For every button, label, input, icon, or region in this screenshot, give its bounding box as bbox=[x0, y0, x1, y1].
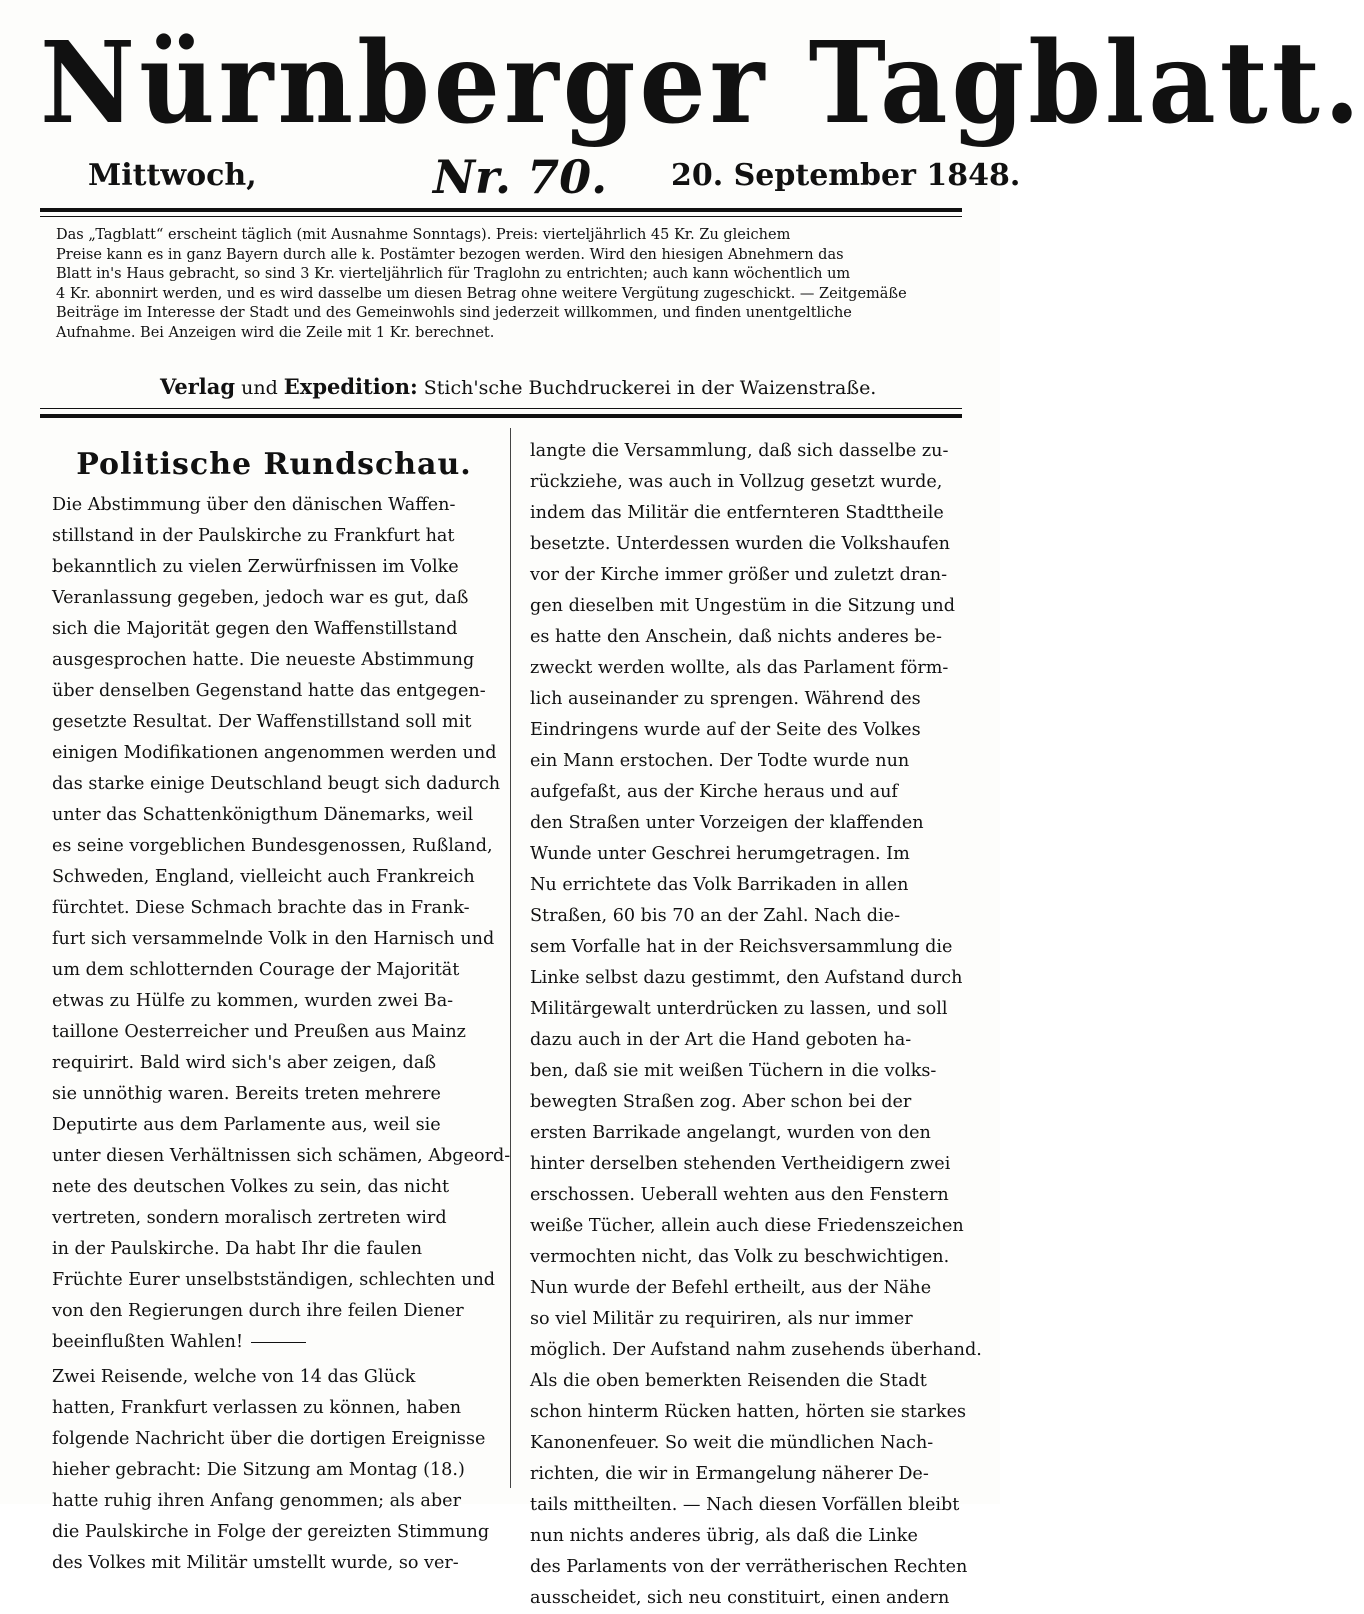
article-left-text-2 bbox=[52, 1362, 496, 1579]
article-line: Früchte Eurer unselbstständigen, schlechten und bbox=[52, 1270, 496, 1290]
article-line: das starke einige Deutschland beugt sich dadurch bbox=[52, 774, 501, 794]
article-line: Wunde unter Geschrei herumgetragen. Im bbox=[530, 844, 910, 864]
notice-rule-thin bbox=[40, 408, 962, 409]
article-line: einigen Modifikationen angenommen werden und bbox=[52, 743, 497, 763]
article-line: über denselben Gegenstand hatte das entgegen- bbox=[52, 681, 486, 701]
header-rule-thick bbox=[40, 208, 962, 212]
article-line: bewegten Straßen zog. Aber schon bei der bbox=[530, 1092, 912, 1112]
article-line: rückziehe, was auch in Vollzug gesetzt wurde, bbox=[530, 472, 943, 492]
article-line: die Paulskirche in Folge der gereizten Stimmung bbox=[52, 1522, 490, 1542]
article-line: lich auseinander zu sprengen. Während des bbox=[530, 689, 921, 709]
issue-date: 20. September 1848. bbox=[671, 158, 1021, 193]
article-heading: Politische Rundschau. bbox=[76, 447, 472, 482]
article-line: besetzte. Unterdessen wurden die Volkshaufen bbox=[530, 534, 950, 554]
article-line: Eindringens wurde auf der Seite des Volkes bbox=[530, 720, 921, 740]
article-line: weiße Tücher, allein auch diese Friedenszeichen bbox=[530, 1216, 964, 1236]
article-line: ausscheidet, sich neu constituirt, einen andern bbox=[530, 1588, 950, 1608]
article-line: folgende Nachricht über die dortigen Ereignisse bbox=[52, 1429, 486, 1449]
article-line: Zwei Reisende, welche von 14 das Glück bbox=[52, 1367, 416, 1387]
article-line: Straßen, 60 bis 70 an der Zahl. Nach die- bbox=[530, 906, 901, 926]
article-line: dazu auch in der Art die Hand geboten ha- bbox=[530, 1030, 912, 1050]
article-line: Veranlassung gegeben, jedoch war es gut, daß bbox=[52, 588, 469, 608]
article-right-text bbox=[530, 436, 982, 1614]
article-line: möglich. Der Aufstand nahm zusehends überhand. bbox=[530, 1340, 982, 1360]
notice-line: Beiträge im Interesse der Stadt und des Gemeinwohls sind jederzeit willkommen, und finden unentgeltliche bbox=[56, 305, 852, 322]
article-line: sich die Majorität gegen den Waffenstillstand bbox=[52, 619, 458, 639]
article-line: vor der Kirche immer größer und zuletzt dran- bbox=[530, 565, 948, 585]
article-line: stillstand in der Paulskirche zu Frankfurt hat bbox=[52, 526, 455, 546]
article-line: hatten, Frankfurt verlassen zu können, haben bbox=[52, 1398, 462, 1418]
article-line: fürchtet. Diese Schmach brachte das in Frank- bbox=[52, 898, 470, 918]
article-line: nete des deutschen Volkes zu sein, das nicht bbox=[52, 1177, 450, 1197]
article-line: den Straßen unter Vorzeigen der klaffenden bbox=[530, 813, 924, 833]
article-line: vertreten, sondern moralisch zertreten wird bbox=[52, 1208, 447, 1228]
column-divider bbox=[510, 428, 511, 1488]
article-line: unter diesen Verhältnissen sich schämen, Abgeord- bbox=[52, 1146, 511, 1166]
article-line: es hatte den Anschein, daß nichts anderes be- bbox=[530, 627, 942, 647]
article-line: nun nichts anderes übrig, als daß die Linke bbox=[530, 1526, 918, 1546]
article-line: ein Mann erstochen. Der Todte wurde nun bbox=[530, 751, 910, 771]
article-left-text bbox=[52, 490, 511, 1358]
subscription-notice bbox=[56, 226, 966, 344]
notice-line: Preise kann es in ganz Bayern durch alle k. Postämter bezogen werden. Wird den hiesigen Abnehmern das bbox=[56, 246, 844, 263]
article-line: des Volkes mit Militär umstellt wurde, so ver- bbox=[52, 1553, 459, 1573]
article-line: sie unnöthig waren. Bereits treten mehrere bbox=[52, 1084, 441, 1104]
article-line: so viel Militär zu requiriren, als nur immer bbox=[530, 1309, 913, 1329]
article-line: Die Abstimmung über den dänischen Waffen- bbox=[52, 495, 456, 515]
article-line: in der Paulskirche. Da habt Ihr die faulen bbox=[52, 1239, 423, 1259]
article-line: hinter derselben stehenden Vertheidigern zwei bbox=[530, 1154, 951, 1174]
article-separator-rule bbox=[251, 1342, 306, 1343]
article-line: des Parlaments von der verrätherischen Rechten bbox=[530, 1557, 968, 1577]
article-line: ausgesprochen hatte. Die neueste Abstimmung bbox=[52, 650, 475, 670]
article-line: hieher gebracht: Die Sitzung am Montag (18.) bbox=[52, 1460, 465, 1480]
imprint-label-expedition: Expedition: bbox=[283, 374, 418, 399]
article-line: zweckt werden wollte, als das Parlament förm- bbox=[530, 658, 949, 678]
article-line: Nu errichtete das Volk Barrikaden in allen bbox=[530, 875, 909, 895]
article-line: Als die oben bemerkten Reisenden die Stadt bbox=[530, 1371, 927, 1391]
article-line: tails mittheilten. — Nach diesen Vorfällen bleibt bbox=[530, 1495, 960, 1515]
article-line: gen dieselben mit Ungestüm in die Sitzung und bbox=[530, 596, 955, 616]
issue-number: Nr. 70. bbox=[433, 150, 608, 204]
notice-line: Das „Tagblatt“ erscheint täglich (mit Ausnahme Sonntags). Preis: vierteljährlich 45 Kr. Zu gleichem bbox=[56, 227, 791, 243]
article-line: indem das Militär die entfernteren Stadttheile bbox=[530, 503, 944, 523]
article-line: Militärgewalt unterdrücken zu lassen, und soll bbox=[530, 999, 948, 1019]
imprint-label-verlag: Verlag bbox=[160, 374, 236, 399]
notice-line: Blatt in's Haus gebracht, so sind 3 Kr. vierteljährlich für Traglohn zu entrichten; auch kann wöchentlich um bbox=[56, 266, 851, 283]
article-line: bekanntlich zu vielen Zerwürfnissen im Volke bbox=[52, 557, 459, 577]
article-line: requirirt. Bald wird sich's aber zeigen, daß bbox=[52, 1053, 437, 1073]
article-line: sem Vorfalle hat in der Reichsversammlung die bbox=[530, 937, 953, 957]
article-line: Schweden, England, vielleicht auch Frankreich bbox=[52, 867, 475, 887]
article-line: um dem schlotternden Courage der Majorität bbox=[52, 960, 460, 980]
header-rule-thin bbox=[40, 216, 962, 217]
article-line: es seine vorgeblichen Bundesgenossen, Rußland, bbox=[52, 836, 493, 856]
notice-line: Aufnahme. Bei Anzeigen wird die Zeile mit 1 Kr. berechnet. bbox=[56, 324, 495, 341]
article-line: unter das Schattenkönigthum Dänemarks, weil bbox=[52, 805, 474, 825]
imprint-line bbox=[160, 374, 920, 399]
article-line: erschossen. Ueberall wehten aus den Fenstern bbox=[530, 1185, 949, 1205]
dateline bbox=[88, 150, 1021, 204]
article-line: Kanonenfeuer. So weit die mündlichen Nach- bbox=[530, 1433, 934, 1453]
article-line: etwas zu Hülfe zu kommen, wurden zwei Ba- bbox=[52, 991, 454, 1011]
article-line: ersten Barrikade angelangt, wurden von den bbox=[530, 1123, 931, 1143]
article-line: richten, die wir in Ermangelung näherer De- bbox=[530, 1464, 929, 1484]
article-line: Nun wurde der Befehl ertheilt, aus der Nähe bbox=[530, 1278, 932, 1298]
article-line: von den Regierungen durch ihre feilen Diener bbox=[52, 1301, 464, 1321]
article-line: Linke selbst dazu gestimmt, den Aufstand durch bbox=[530, 968, 963, 988]
article-line: vermochten nicht, das Volk zu beschwichtigen. bbox=[530, 1247, 950, 1267]
newspaper-masthead: Nürnberger Tagblatt. bbox=[40, 16, 1364, 149]
article-line: schon hinterm Rücken hatten, hörten sie starkes bbox=[530, 1402, 967, 1422]
article-line: ben, daß sie mit weißen Tüchern in die volks- bbox=[530, 1061, 937, 1081]
article-column-left bbox=[52, 440, 511, 1579]
notice-line: 4 Kr. abonnirt werden, und es wird dasselbe um diesen Betrag ohne weitere Vergütung zugeschickt. — Zeitgemäße bbox=[56, 285, 907, 302]
imprint-and: und bbox=[241, 377, 278, 399]
article-line: gesetzte Resultat. Der Waffenstillstand soll mit bbox=[52, 712, 472, 732]
article-line: langte die Versammlung, daß sich dasselbe zu- bbox=[530, 441, 949, 461]
article-line: beeinflußten Wahlen! bbox=[52, 1327, 496, 1358]
article-line: furt sich versammelnde Volk in den Harnisch und bbox=[52, 929, 495, 949]
notice-rule-thick bbox=[40, 414, 962, 418]
article-line: hatte ruhig ihren Anfang genommen; als aber bbox=[52, 1491, 461, 1511]
article-line: taillone Oesterreicher und Preußen aus Mainz bbox=[52, 1022, 466, 1042]
imprint-text: Stich'sche Buchdruckerei in der Waizenstraße. bbox=[423, 377, 877, 399]
article-column-right bbox=[530, 436, 982, 1614]
issue-weekday: Mittwoch, bbox=[88, 158, 257, 193]
article-line: aufgefaßt, aus der Kirche heraus und auf bbox=[530, 782, 898, 802]
article-line: Deputirte aus dem Parlamente aus, weil sie bbox=[52, 1115, 441, 1135]
